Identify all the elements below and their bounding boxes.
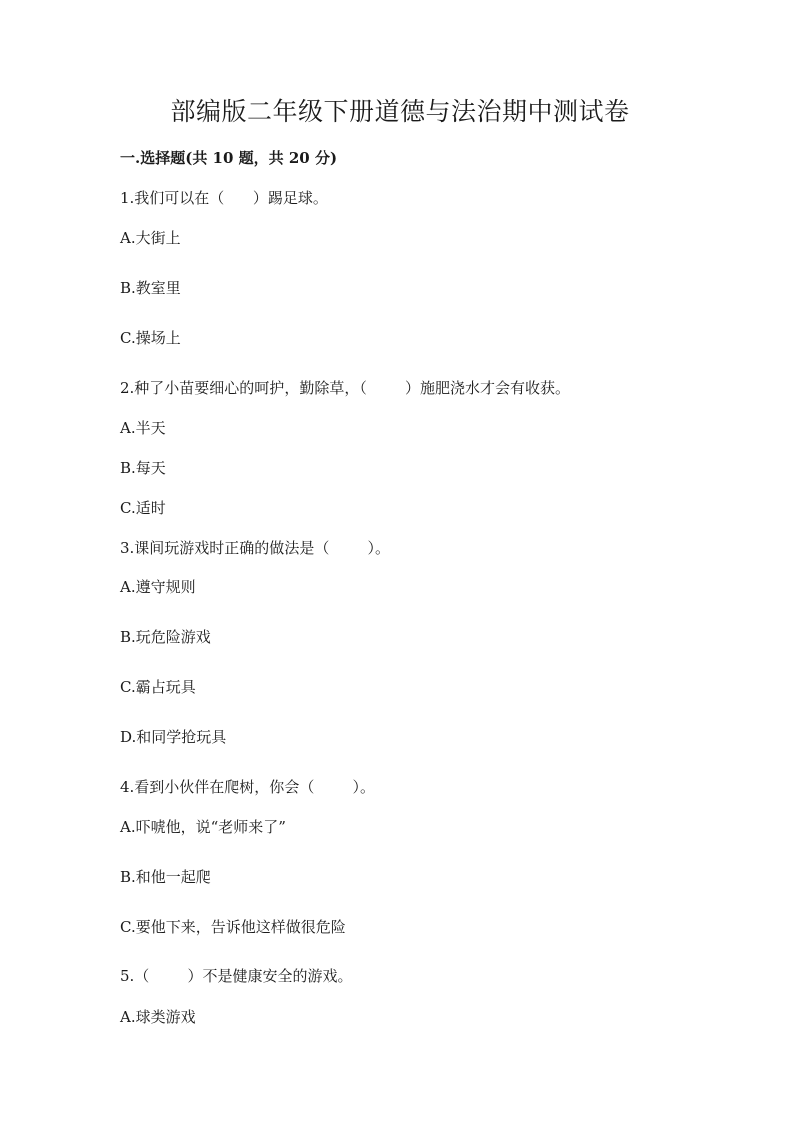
question-5-stem: 5.（ ）不是健康安全的游戏。 bbox=[120, 967, 353, 985]
question-2-stem: 2.种了小苗要细心的呵护，勤除草，（ ）施肥浇水才会有收获。 bbox=[120, 379, 570, 397]
question-1-option-a: A.大街上 bbox=[120, 229, 181, 247]
question-4-option-b: B.和他一起爬 bbox=[120, 868, 211, 886]
question-3-option-b: B.玩危险游戏 bbox=[120, 628, 211, 646]
question-3-option-a: A.遵守规则 bbox=[120, 578, 196, 596]
question-3-stem: 3.课间玩游戏时正确的做法是（ ）。 bbox=[120, 539, 390, 557]
question-2-option-c: C.适时 bbox=[120, 499, 166, 517]
question-3-option-c: C.霸占玩具 bbox=[120, 678, 196, 696]
section-heading: 一.选择题(共 10 题，共 20 分) bbox=[120, 149, 338, 167]
question-5-option-a: A.球类游戏 bbox=[120, 1008, 196, 1026]
question-1-option-b: B.教室里 bbox=[120, 279, 181, 297]
document-title: 部编版二年级下册道德与法治期中测试卷 bbox=[170, 97, 630, 126]
question-4-option-c: C.要他下来，告诉他这样做很危险 bbox=[120, 918, 346, 936]
question-3-option-d: D.和同学抢玩具 bbox=[120, 728, 227, 746]
question-2-option-b: B.每天 bbox=[120, 459, 166, 477]
question-1-option-c: C.操场上 bbox=[120, 329, 181, 347]
question-1-stem: 1.我们可以在（ ）踢足球。 bbox=[120, 189, 328, 207]
question-4-option-a: A.吓唬他，说“老师来了” bbox=[120, 818, 286, 836]
question-2-option-a: A.半天 bbox=[120, 419, 166, 437]
question-4-stem: 4.看到小伙伴在爬树，你会（ ）。 bbox=[120, 778, 375, 796]
